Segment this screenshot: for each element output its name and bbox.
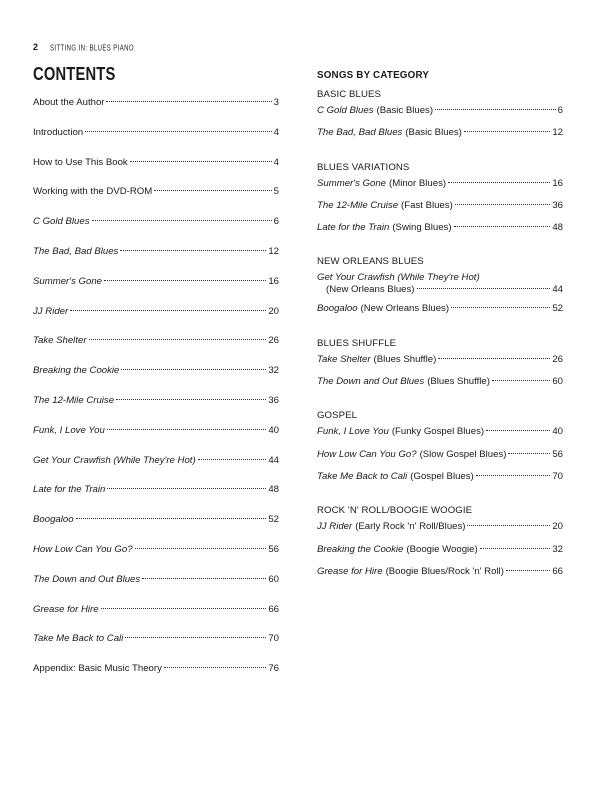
category-label: BASIC BLUES <box>317 89 382 100</box>
song-page: 40 <box>552 426 563 438</box>
category-label: BLUES VARIATIONS <box>317 161 410 173</box>
song-category: (Basic Blues) <box>405 127 462 139</box>
song-category: (Blues Shuffle) <box>427 376 490 388</box>
dot-leader <box>454 226 551 227</box>
song-entry[interactable] <box>317 471 563 493</box>
category-label: ROCK 'N' ROLL/BOOGIE WOOGIE <box>317 505 473 517</box>
toc-entry[interactable] <box>33 335 279 365</box>
song-page: 16 <box>552 177 563 189</box>
song-title: Boogaloo <box>317 303 358 315</box>
song-category: (Boogie Blues/Rock 'n' Roll) <box>385 565 504 577</box>
toc-entry-title: Late for the Train <box>33 484 106 496</box>
song-title: Breaking the Cookie <box>317 543 404 555</box>
running-title: SITTING IN: BLUES PIANO <box>50 44 134 54</box>
toc-entry-title: C Gold Blues <box>33 216 90 228</box>
toc-entry[interactable] <box>33 633 279 663</box>
toc-entry-page: 5 <box>273 186 279 198</box>
song-title: The Bad, Bad Blues <box>317 127 403 139</box>
song-category: (Funky Gospel Blues) <box>391 426 485 438</box>
toc-entry-page: 60 <box>268 573 279 585</box>
toc-entry-title: Breaking the Cookie <box>33 365 120 377</box>
toc-entry-page: 4 <box>273 126 279 138</box>
toc-entry-page: 56 <box>268 543 279 555</box>
category-label: NEW ORLEANS BLUES <box>317 256 424 268</box>
toc-entry-title: The 12-Mile Cruise <box>33 394 115 406</box>
song-title: Summer's Gone <box>317 177 387 189</box>
song-title: C Gold Blues <box>317 105 374 116</box>
category-label: GOSPEL <box>317 410 358 422</box>
songs-by-category-heading: SONGS BY CATEGORY <box>317 70 430 81</box>
toc-entry-title: How Low Can You Go? <box>33 543 133 555</box>
dot-leader <box>107 488 266 489</box>
toc-entry[interactable] <box>33 514 279 544</box>
toc-entry-page: 12 <box>268 245 279 257</box>
dot-leader <box>467 525 550 526</box>
song-page: 44 <box>552 284 563 296</box>
toc-entry[interactable] <box>33 276 279 306</box>
toc-entry[interactable] <box>33 484 279 514</box>
song-title: Grease for Hire <box>317 565 383 577</box>
dot-leader <box>486 430 550 431</box>
toc-entry[interactable] <box>33 157 279 187</box>
toc-entry[interactable] <box>33 97 279 127</box>
toc-entry-title: Introduction <box>33 126 84 138</box>
song-category: (Blues Shuffle) <box>373 353 437 365</box>
dot-leader <box>438 358 550 359</box>
dot-leader <box>125 637 266 638</box>
dot-leader <box>435 109 556 110</box>
song-page: 26 <box>552 353 563 365</box>
song-entry[interactable] <box>317 127 563 149</box>
toc-entry-page: 70 <box>268 633 279 645</box>
toc-entry[interactable] <box>33 216 279 246</box>
toc-entry-page: 3 <box>273 97 279 108</box>
song-entry[interactable] <box>317 200 563 222</box>
dot-leader <box>164 667 266 668</box>
toc-entry-title: Summer's Gone <box>33 275 103 287</box>
toc-entry-page: 44 <box>268 454 279 466</box>
toc-entry[interactable] <box>33 306 279 336</box>
table-of-contents <box>33 97 279 693</box>
toc-entry-page: 20 <box>268 305 279 317</box>
dot-leader <box>142 578 266 579</box>
toc-entry-title: Boogaloo <box>33 514 74 526</box>
dot-leader <box>107 429 267 430</box>
song-entry[interactable] <box>317 521 563 543</box>
song-title: Take Shelter <box>317 353 371 365</box>
dot-leader <box>106 101 271 102</box>
song-category: (Early Rock 'n' Roll/Blues) <box>355 521 466 533</box>
toc-entry[interactable] <box>33 365 279 395</box>
toc-entry-title: Grease for Hire <box>33 603 99 615</box>
song-category: (Fast Blues) <box>401 199 453 211</box>
song-page: 32 <box>552 543 563 555</box>
page-number: 2 <box>33 42 39 52</box>
toc-entry-page: 66 <box>268 603 279 615</box>
toc-entry[interactable] <box>33 663 279 693</box>
dot-leader <box>104 280 266 281</box>
contents-title: CONTENTS <box>33 64 116 84</box>
toc-entry[interactable] <box>33 186 279 216</box>
toc-entry[interactable] <box>33 127 279 157</box>
dot-leader <box>121 369 266 370</box>
song-category: (Swing Blues) <box>392 222 452 234</box>
songs-by-category <box>317 70 563 588</box>
toc-entry-title: Appendix: Basic Music Theory <box>33 663 162 675</box>
toc-entry[interactable] <box>33 455 279 485</box>
song-category: (Gospel Blues) <box>410 470 474 482</box>
toc-entry-page: 6 <box>273 216 279 228</box>
dot-leader <box>451 307 550 308</box>
dot-leader <box>508 453 550 454</box>
song-title: Funk, I Love You <box>317 426 389 438</box>
toc-entry-title: The Bad, Bad Blues <box>33 245 119 257</box>
song-page: 20 <box>552 521 563 533</box>
toc-entry-page: 48 <box>268 484 279 496</box>
song-title: Late for the Train <box>317 222 390 234</box>
toc-entry-title: How to Use This Book <box>33 156 128 168</box>
dot-leader <box>506 570 550 571</box>
dot-leader <box>89 339 267 340</box>
toc-entry-title: The Down and Out Blues <box>33 573 141 585</box>
toc-entry[interactable] <box>33 574 279 604</box>
song-page: 12 <box>552 127 563 139</box>
toc-entry-title: Get Your Crawfish (While They're Hot) <box>33 454 196 466</box>
song-category: (Basic Blues) <box>376 105 434 116</box>
dot-leader <box>198 459 267 460</box>
dot-leader <box>455 204 551 205</box>
song-entry[interactable] <box>317 354 563 376</box>
song-page: 48 <box>552 222 563 234</box>
song-page: 60 <box>552 376 563 388</box>
song-entry[interactable] <box>317 222 563 244</box>
toc-entry-page: 52 <box>268 514 279 526</box>
dot-leader <box>116 399 266 400</box>
song-category: (New Orleans Blues) <box>326 284 415 296</box>
toc-entry-title: Funk, I Love You <box>33 424 105 436</box>
song-title: Take Me Back to Cali <box>317 470 408 482</box>
song-page: 52 <box>552 303 563 315</box>
toc-entry-page: 16 <box>268 275 279 287</box>
song-page: 66 <box>552 565 563 577</box>
toc-entry-title: Working with the DVD-ROM <box>33 186 153 198</box>
toc-entry-page: 36 <box>268 394 279 406</box>
toc-entry[interactable] <box>33 246 279 276</box>
dot-leader <box>417 288 551 289</box>
dot-leader <box>476 475 551 476</box>
song-entry[interactable] <box>317 376 563 398</box>
song-category: (Slow Gospel Blues) <box>419 448 507 460</box>
song-title: JJ Rider <box>317 521 353 533</box>
song-page: 6 <box>557 105 563 116</box>
song-entry[interactable] <box>317 544 563 566</box>
song-entry[interactable] <box>317 178 563 200</box>
toc-entry-title: About the Author <box>33 97 105 108</box>
dot-leader <box>448 182 550 183</box>
song-entry[interactable] <box>317 566 563 588</box>
song-title: The 12-Mile Cruise <box>317 199 399 211</box>
toc-entry[interactable] <box>33 604 279 634</box>
toc-entry-title: Take Me Back to Cali <box>33 633 124 645</box>
dot-leader <box>70 310 266 311</box>
toc-entry-page: 40 <box>268 424 279 436</box>
song-page: 56 <box>552 448 563 460</box>
dot-leader <box>76 518 267 519</box>
song-page: 70 <box>552 470 563 482</box>
dot-leader <box>92 220 272 221</box>
song-category: (Minor Blues) <box>389 177 447 189</box>
song-entry[interactable] <box>317 303 563 325</box>
category-groups <box>317 89 563 588</box>
running-header <box>33 42 134 52</box>
toc-entry[interactable] <box>33 544 279 574</box>
dot-leader <box>120 250 266 251</box>
toc-entry-page: 4 <box>273 156 279 168</box>
song-category: (Boogie Woogie) <box>406 543 478 555</box>
toc-entry-page: 32 <box>268 365 279 377</box>
dot-leader <box>85 131 272 132</box>
toc-entry-title: JJ Rider <box>33 305 69 317</box>
toc-entry[interactable] <box>33 395 279 425</box>
dot-leader <box>492 380 550 381</box>
song-entry[interactable] <box>317 426 563 448</box>
dot-leader <box>480 548 551 549</box>
toc-entry[interactable] <box>33 425 279 455</box>
song-title: The Down and Out Blues <box>317 376 425 388</box>
song-page: 36 <box>552 199 563 211</box>
song-title: How Low Can You Go? <box>317 448 417 460</box>
dot-leader <box>130 161 272 162</box>
song-title: Get Your Crawfish (While They're Hot) <box>317 272 480 284</box>
category-label: BLUES SHUFFLE <box>317 337 397 349</box>
song-entry[interactable] <box>317 449 563 471</box>
toc-entry-page: 76 <box>268 663 279 675</box>
song-entry[interactable] <box>317 105 563 127</box>
song-entry[interactable] <box>317 272 563 295</box>
toc-entry-title: Take Shelter <box>33 335 87 347</box>
dot-leader <box>101 608 267 609</box>
dot-leader <box>135 548 267 549</box>
toc-entry-page: 26 <box>268 335 279 347</box>
dot-leader <box>464 131 550 132</box>
song-category: (New Orleans Blues) <box>360 303 450 315</box>
dot-leader <box>154 190 271 191</box>
